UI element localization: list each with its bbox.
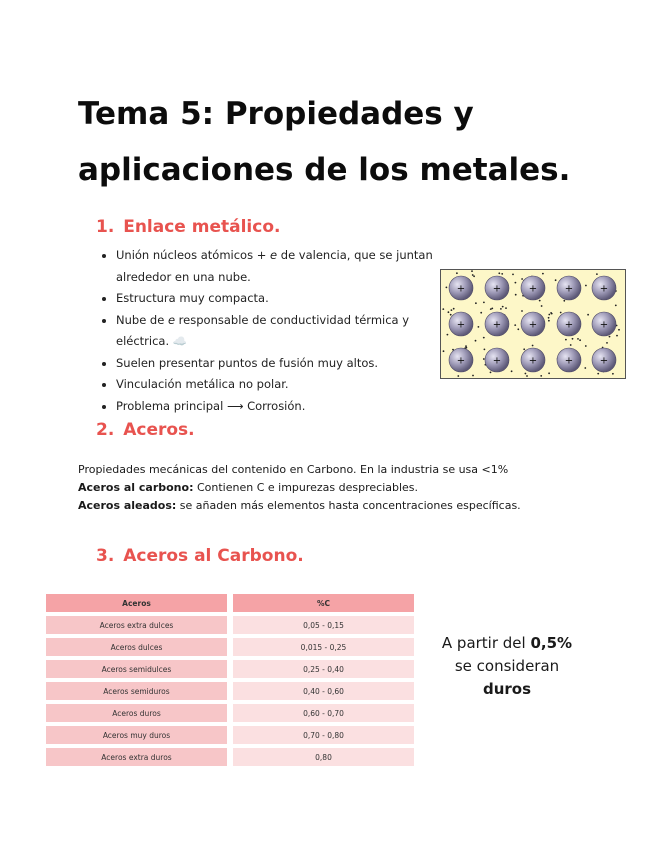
steel-type-cell: Aceros extra dulces [46, 616, 227, 634]
svg-text:+: + [599, 283, 609, 295]
electron-dot [565, 339, 567, 341]
ion-icon [592, 312, 616, 336]
table-row [46, 638, 414, 656]
term-label: Aceros aleados: [78, 499, 177, 512]
ion-icon [449, 348, 473, 372]
svg-text:+: + [492, 319, 502, 331]
electron-dot [443, 350, 445, 352]
electron-dot [472, 375, 474, 377]
electron-dot [585, 345, 587, 347]
electron-dot [548, 372, 550, 374]
note-line: se consideran [454, 657, 560, 675]
ion-icon [592, 348, 616, 372]
list-item-text: responsable de conductividad térmica y eléctrica. ☁️ [116, 312, 410, 348]
electron-dot [525, 373, 527, 375]
electron-dot [453, 308, 455, 310]
electron-dot [517, 328, 519, 330]
ion-icon [592, 276, 616, 300]
electron-dot [579, 339, 581, 341]
electron-dot [548, 314, 550, 316]
electron-dot [442, 308, 444, 310]
section-number: 1. [96, 217, 115, 237]
ion-icon [485, 312, 509, 336]
electron-dot [456, 272, 458, 274]
term-label: Aceros al carbono: [78, 481, 194, 494]
electron-dot [501, 273, 503, 275]
ion-icon [521, 312, 545, 336]
electron-dot [511, 370, 513, 372]
carbon-percent-cell: 0,25 - 0,40 [233, 660, 414, 678]
carbon-percent-cell: 0,015 - 0,25 [233, 638, 414, 656]
electron-symbol: e [270, 248, 278, 262]
electron-dot [450, 314, 452, 316]
electron-dot [612, 373, 614, 375]
electron-dot [541, 305, 543, 307]
electron-dot [560, 312, 562, 314]
electron-dot [512, 274, 514, 276]
carbon-percent-cell: 0,40 - 0,60 [233, 682, 414, 700]
electron-dot [548, 317, 550, 319]
svg-text:+: + [599, 355, 609, 367]
electron-dot [457, 375, 459, 377]
table-row [46, 660, 414, 678]
list-item-text: Problema principal ⟶ Corrosión. [116, 398, 306, 413]
aceros-paragraph [78, 461, 638, 515]
electron-dot [540, 375, 542, 377]
list-item [116, 396, 441, 418]
electron-dot [577, 338, 579, 340]
list-item-text: Unión núcleos atómicos + [116, 248, 271, 262]
section-heading-aceros [96, 420, 195, 440]
ion-icon [557, 276, 581, 300]
steel-type-cell: Aceros duros [46, 704, 227, 722]
ion-icon [557, 312, 581, 336]
svg-text:+: + [528, 355, 538, 367]
table-row [46, 748, 414, 766]
ion-icon [485, 348, 509, 372]
steel-type-cell: Aceros dulces [46, 638, 227, 656]
note-emphasis: duros [482, 680, 532, 698]
section-number: 2. [96, 420, 115, 440]
electron-dot [616, 335, 618, 337]
list-item-text: Vinculación metálica no polar. [116, 377, 289, 391]
hardness-note [428, 632, 586, 701]
ion-icon [485, 276, 509, 300]
electron-dot [550, 312, 552, 314]
electron-dot [473, 275, 475, 277]
column-header: %C [233, 594, 414, 612]
electron-dot [521, 310, 523, 312]
electron-dot [505, 307, 507, 309]
svg-text:+: + [492, 355, 502, 367]
carbon-percent-cell: 0,70 - 0,80 [233, 726, 414, 744]
electron-dot [451, 309, 453, 311]
document-title: Tema 5: Propiedades y aplicaciones de los metales. [78, 96, 571, 188]
electron-dot [539, 300, 541, 302]
electron-dot [526, 375, 528, 377]
electron-dot [596, 273, 598, 275]
electron-dot [483, 302, 485, 304]
steel-type-cell: Aceros semiduros [46, 682, 227, 700]
steel-type-cell: Aceros muy duros [46, 726, 227, 744]
electron-dot [483, 337, 485, 339]
list-item [116, 374, 441, 396]
electron-dot [521, 278, 523, 280]
list-item [116, 288, 441, 310]
list-item-text: Nube de [116, 312, 168, 327]
electron-dot [542, 273, 544, 275]
note-line [428, 678, 586, 701]
electron-dot [502, 306, 504, 308]
list-item-text: Suelen presentar puntos de fusión muy altos. [116, 355, 379, 370]
ion-icon [449, 276, 473, 300]
list-item [116, 310, 441, 353]
note-threshold: 0,5% [530, 634, 573, 652]
electron-dot [498, 272, 500, 274]
electron-dot [523, 348, 525, 350]
svg-text:+: + [528, 319, 538, 331]
svg-text:+: + [564, 283, 574, 295]
electron-dot [548, 320, 550, 322]
list-item [116, 245, 441, 288]
paragraph-line [78, 479, 638, 497]
carbon-percent-cell: 0,05 - 0,15 [233, 616, 414, 634]
electron-dot [597, 373, 599, 375]
note-text: A partir del [441, 634, 531, 652]
list-item-text: Estructura muy compacta. [116, 291, 269, 305]
svg-text:+: + [456, 283, 466, 295]
table-row [46, 704, 414, 722]
electron-dot [490, 372, 492, 374]
electron-dot [618, 329, 620, 331]
svg-text:+: + [456, 319, 466, 331]
electron-dot [570, 344, 572, 346]
section-heading-text: Aceros. [123, 420, 195, 440]
steel-type-cell: Aceros semidulces [46, 660, 227, 678]
electron-dot [491, 308, 493, 310]
carbon-percent-cell: 0,60 - 0,70 [233, 704, 414, 722]
electron-dot [448, 311, 450, 313]
electron-dot [466, 347, 468, 349]
svg-text:+: + [564, 355, 574, 367]
electron-dot [475, 302, 477, 304]
note-line [428, 632, 586, 655]
ion-icon [557, 348, 581, 372]
electron-symbol: e [167, 312, 176, 327]
electron-dot [472, 274, 474, 276]
electron-dot [609, 336, 611, 338]
section-number: 3. [96, 546, 115, 566]
electron-dot [484, 349, 486, 351]
carbon-steel-table [40, 590, 420, 770]
electron-dot [572, 338, 574, 340]
electron-dot [532, 345, 534, 347]
paragraph-line [78, 497, 638, 515]
metallic-bond-diagram-icon [441, 270, 625, 378]
electron-dot [555, 279, 557, 281]
electron-dot [563, 300, 565, 302]
electron-dot [446, 287, 448, 289]
electron-dot [585, 285, 587, 287]
svg-text:+: + [528, 283, 538, 295]
column-header: Aceros [46, 594, 227, 612]
table-header-row [46, 594, 414, 612]
table-row [46, 682, 414, 700]
electron-dot [483, 358, 485, 360]
electron-dot [515, 282, 517, 284]
ion-icon [449, 312, 473, 336]
table-row [46, 726, 414, 744]
section-heading-enlace-metalico [96, 217, 280, 237]
electron-dot [471, 270, 473, 272]
section-heading-text: Aceros al Carbono. [123, 546, 304, 566]
electron-dot [478, 326, 480, 328]
electron-dot [500, 308, 502, 310]
paragraph-line: Propiedades mecánicas del contenido en Carbono. En la industria se usa <1% [78, 463, 509, 476]
electron-dot [514, 324, 516, 326]
list-item-text: de valencia, que se juntan alrededor en una nube. [116, 248, 433, 284]
table-row [46, 616, 414, 634]
term-definition: se añaden más elementos hasta concentraciones específicas. [176, 499, 521, 512]
steel-type-cell: Aceros extra duros [46, 748, 227, 766]
list-item [116, 353, 441, 375]
electron-dot [584, 367, 586, 369]
section-heading-aceros-carbono [96, 546, 304, 566]
section-heading-text: Enlace metálico. [123, 217, 281, 237]
svg-text:+: + [456, 355, 466, 367]
svg-text:+: + [564, 319, 574, 331]
svg-text:+: + [599, 319, 609, 331]
svg-text:+: + [492, 283, 502, 295]
electron-dot [515, 294, 517, 296]
electron-dot [606, 342, 608, 344]
electron-dot [475, 340, 477, 342]
metallic-bond-diagram [440, 269, 626, 379]
electron-dot [480, 312, 482, 314]
electron-dot [465, 345, 467, 347]
carbon-percent-cell: 0,80 [233, 748, 414, 766]
electron-dot [447, 334, 449, 336]
electron-dot [615, 305, 617, 307]
electron-dot [587, 314, 589, 316]
ion-icon [521, 276, 545, 300]
enlace-metalico-list [96, 245, 441, 417]
ion-icon [521, 348, 545, 372]
term-definition: Contienen C e impurezas despreciables. [193, 481, 419, 494]
